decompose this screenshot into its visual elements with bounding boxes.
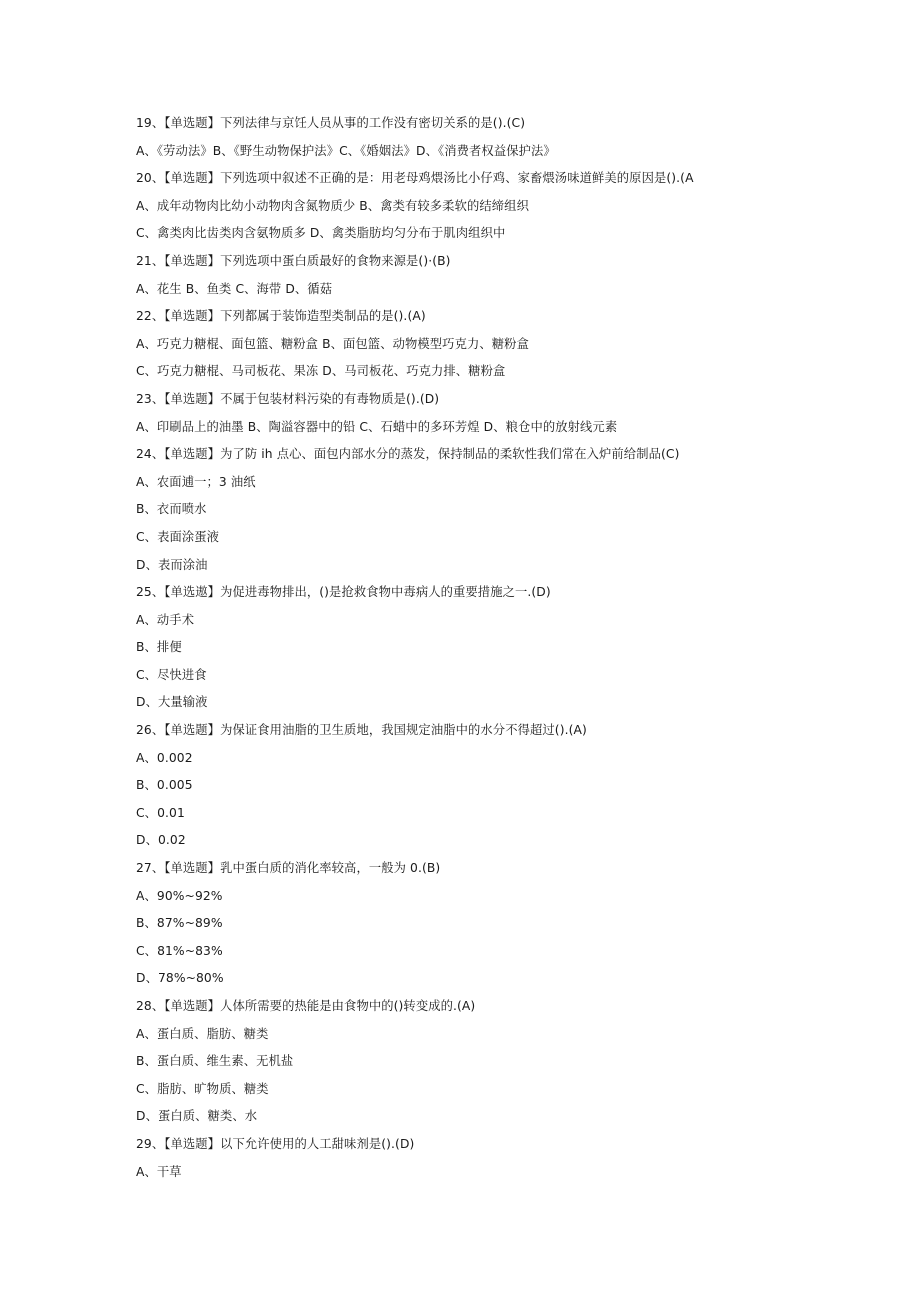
option-line: A、农面逋一；3 油纸 [136,474,256,489]
option-line: C、巧克力糖棍、马司板花、果冻 D、马司板花、巧克力排、糖粉盒 [136,364,506,379]
option-line: A、动手术 [136,612,195,627]
option-line: C、81%~83% [136,943,223,958]
option-line: C、尽快进食 [136,667,207,682]
option-line: A、0.002 [136,750,193,765]
option-line: A、干草 [136,1164,182,1179]
option-line: C、禽类肉比齿类肉含氨物质多 D、禽类脂肪均匀分布于肌肉组织中 [136,226,506,241]
question-line: 23、【单选题】不属于包装材料污染的有毒物质是().(D) [136,391,440,406]
option-line: B、蛋白质、维生素、无机盐 [136,1054,294,1069]
question-list [136,113,836,1189]
option-line: D、78%~80% [136,971,224,986]
option-line: A、印刷品上的油墨 B、陶溢容器中的铅 C、石蜡中的多环芳煌 D、粮仓中的放射线元素 [136,419,618,434]
option-line: A、巧克力糖棍、面包篮、糖粉盒 B、面包篮、动物模型巧克力、糖粉盒 [136,336,529,351]
option-line: A、《劳动法》B、《野生动物保护法》C、《婚姻法》D、《消费者权益保护法》 [136,143,556,158]
option-line: C、表面涂蛋液 [136,529,220,544]
option-line: A、蛋白质、脂肪、糖类 [136,1026,269,1041]
question-line: 21、【单选题】下列选项中蛋白质最好的食物来源是()·(B) [136,253,451,268]
option-line: D、蛋白质、糖类、水 [136,1109,258,1124]
option-line: C、0.01 [136,805,185,820]
option-line: C、脂肪、旷物质、糖类 [136,1081,269,1096]
option-line: D、0.02 [136,833,186,848]
question-line: 27、【单选题】乳中蛋白质的消化率较高，一般为 0.(B) [136,861,441,876]
option-line: B、87%~89% [136,916,223,931]
question-line: 29、【单选题】以下允许使用的人工甜味剂是().(D) [136,1136,415,1151]
question-line: 22、【单选题】下列都属于装饰造型类制品的是().(A) [136,309,426,324]
question-line: 20、【单选题】下列选项中叙述不正确的是：用老母鸡煨汤比小仔鸡、家畜煨汤味道鲜美的原因是().(A [136,171,694,186]
question-line: 24、【单选题】为了防 ih 点心、面包内部水分的蒸发，保持制品的柔软性我们常在入炉前给制品(C) [136,447,680,462]
option-line: A、90%~92% [136,888,223,903]
option-line: D、表而涂油 [136,557,208,572]
option-line: B、衣而喷水 [136,502,207,517]
option-line: A、成年动物肉比幼小动物肉含氮物质少 B、禽类有较多柔软的结缔组织 [136,198,529,213]
question-line: 28、【单选题】人体所需要的热能是由食物中的()转变成的.(A) [136,999,476,1013]
option-line: B、0.005 [136,778,193,793]
question-line: 25、【单选遨】为促进毒物排出，()是抢救食物中毒病人的重要措施之一.(D) [136,585,551,600]
option-line: D、大量输液 [136,695,208,710]
question-line: 26、【单选题】为保证食用油脂的卫生质地，我国规定油脂中的水分不得超过().(A) [136,723,587,738]
option-line: A、花生 B、鱼类 C、海带 D、循菇 [136,281,333,296]
question-line: 19、【单选题】下列法律与京饪人员从事的工作没有密切关系的是().(C) [136,116,526,130]
option-line: B、排便 [136,640,182,655]
